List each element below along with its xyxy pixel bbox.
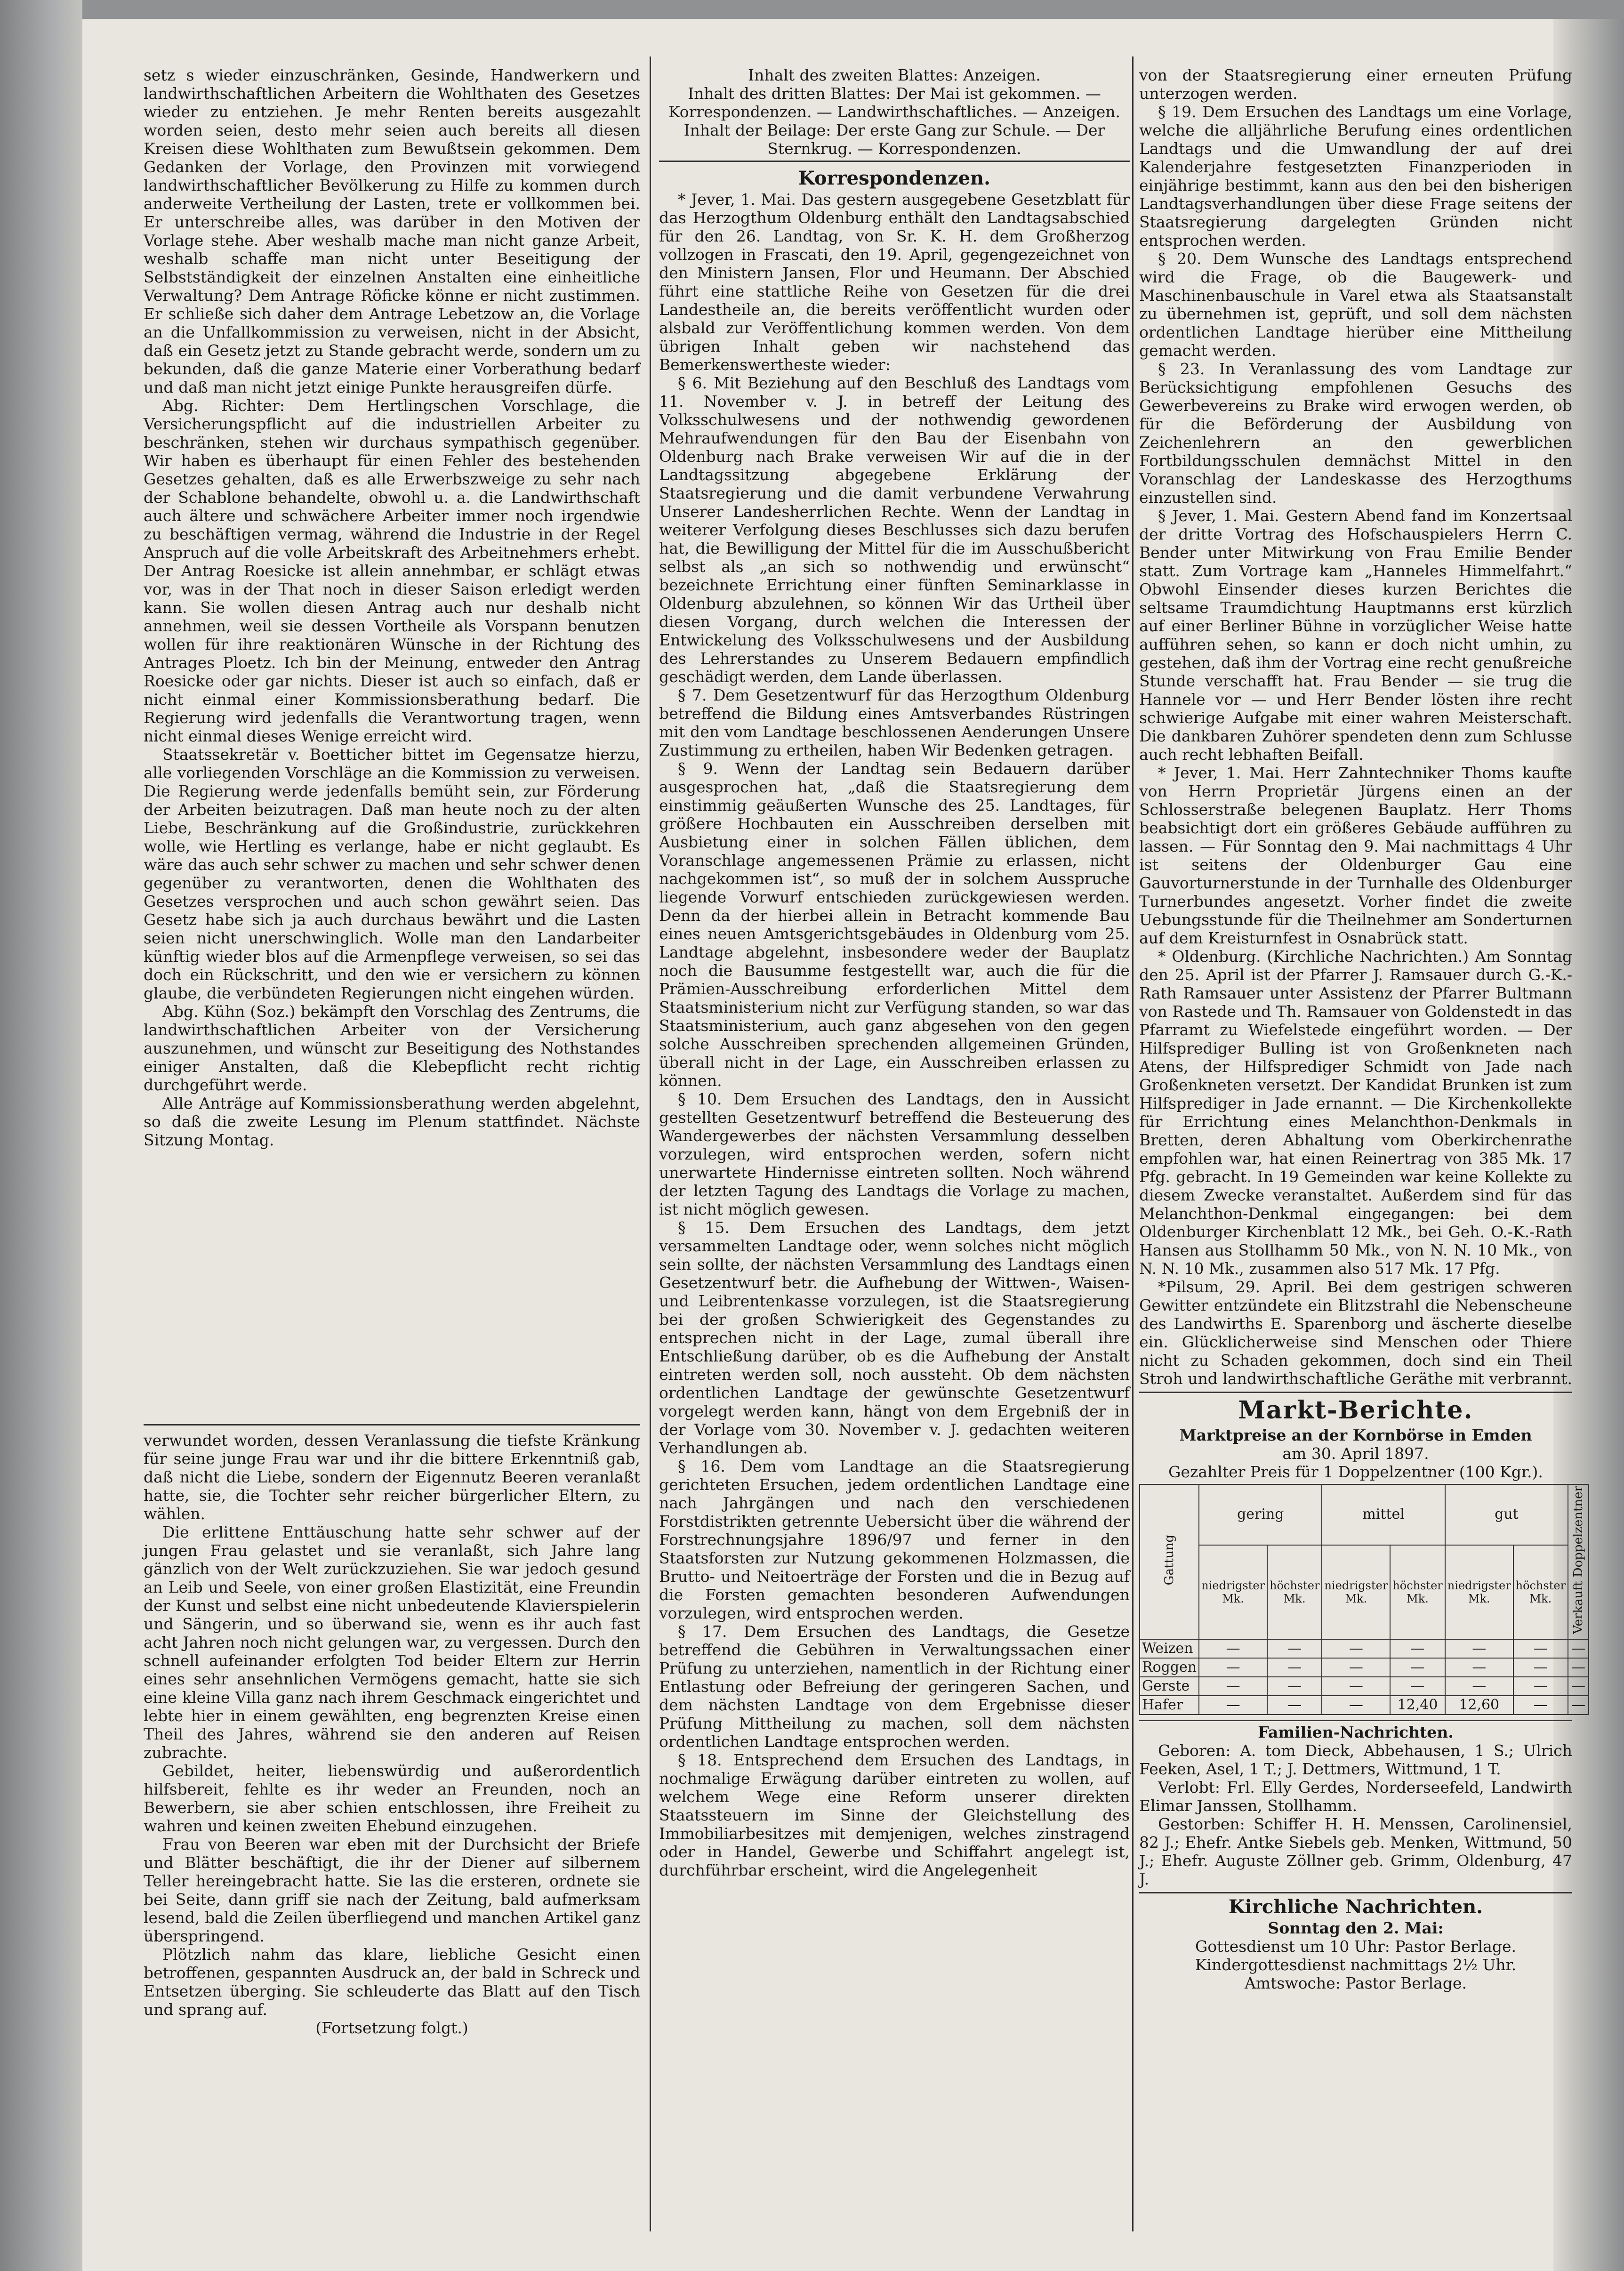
- contents-line: Inhalt des dritten Blattes: Der Mai ist gekommen. — Korrespondenzen. — Landwirthschaftliches. — Anzeigen.: [668, 84, 1121, 121]
- paragraph: setz s wieder einzuschränken, Gesinde, Handwerkern und landwirthschaftlichen Arbeitern die Wohlthaten des Gesetzes wieder zu entziehen. Je mehr Renten bereits ausgezahlt worden seien, desto mehr seien auch bereits all diesen Kreisen diese Wohlthaten zum Bewußtsein gekommen. Dem Gedanken der Vorlage, den Provinzen mit vorwiegend landwirthschaftlicher Bevölkerung zu Hilfe zu kommen durch anderweite Vertheilung der Lasten, trete er vollkommen bei. Er unterschreibe alles, was darüber in den Motiven der Vorlage stehe. Aber weshalb mache man nicht ganze Arbeit, weshalb schaffe man nicht unter Beseitigung der Selbstständigkeit der einzelnen Anstalten eine einheitliche Verwaltung? Dem Antrage Röficke könne er nicht zustimmen. Er schließe sich daher dem Antrage Lebetzow an, die Vorlage an die Unfallkommission zu verweisen, nicht in der Absicht, daß ein Gesetz jetzt zu Stande gebracht werde, sondern um zu bekunden, daß die ganze Materie einer Vorberathung bedarf und daß man nicht jetzt einige Punkte herausgreifen dürfe.: [144, 66, 640, 396]
- paragraph: § 6. Mit Beziehung auf den Beschluß des Landtags vom 11. November v. J. in betreff der Leitung des Volksschulwesens und der nothwendig gewordenen Mehraufwendungen für den Bau der Eisenbahn von Oldenburg nach Brake verweisen Wir auf die in der Landtagssitzung abgegebene Erklärung der Staatsregierung und die damit verbundene Verwahrung Unserer Landesherrlichen Rechte. Wenn der Landtag in weiterer Verfolgung dieses Beschlusses sich dazu berufen hat, die Bewilligung der Mittel für die im Ausschußbericht selbst als „an sich so nothwendig und erwünscht“ bezeichnete Errichtung einer fünften Seminarklasse in Oldenburg abzulehnen, so können Wir das Urtheil über diesen Vorgang, durch welchen die Interessen der Entwickelung des Volksschulwesens und der Ausbildung des Lehrerstandes zu Unserem Bedauern empfindlich geschädigt werden, dem Lande überlassen.: [659, 374, 1130, 686]
- family-notices: [1139, 1720, 1572, 1888]
- market-date: am 30. April 1897.: [1282, 1444, 1429, 1463]
- family-line: Gestorben: Schiffer H. H. Menssen, Carolinensiel, 82 J.; Ehefr. Antke Siebels geb. Menken, Wittmund, 50 J.; Ehefr. Auguste Zöllner geb. Grimm, Oldenburg, 47 J.: [1139, 1814, 1572, 1888]
- column-1-article: [144, 66, 640, 1149]
- table-subheader: niedrigster Mk.: [1199, 1545, 1267, 1639]
- column-2-correspondence: [659, 66, 1130, 1879]
- market-subheading: Marktpreise an der Kornbörse in Emden: [1179, 1426, 1532, 1444]
- table-row: Gerste — — — — — — —: [1140, 1677, 1589, 1696]
- paragraph: § 19. Dem Ersuchen des Landtags um eine Vorlage, welche die alljährliche Berufung eines ordentlichen Landtags und die Umwandlung der auf drei Kalenderjahre festgesetzten Finanzperioden in einjährige bestimmt, kann aus den bei den bisherigen Landtagsverhandlungen über diese Frage seitens der Staatsregierung dargelegten Gründen nicht entsprochen werden.: [1139, 103, 1572, 250]
- church-heading: Kirchliche Nachrichten.: [1228, 1895, 1483, 1918]
- table-row: Weizen — — — — — — —: [1140, 1639, 1589, 1658]
- paragraph: Abg. Richter: Dem Hertlingschen Vorschlage, die Versicherungspflicht auf die industriellen Arbeiter zu beschränken, stehen wir durchaus sympathisch gegenüber. Wir haben es überhaupt für einen Fehler des bestehenden Gesetzes gehalten, daß es alle Erwerbszweige zu sehr nach der Schablone behandelte, obwohl u. a. die Landwirthschaft auch ältere und schwächere Arbeiter immer noch irgendwie zu beschäftigen vermag, während die Industrie in der Regel Anspruch auf die volle Arbeitskraft des Arbeitnehmers erhebt. Der Antrag Roesicke ist allein annehmbar, er schlägt etwas vor, was in der That noch in dieser Saison erledigt werden kann. Sie wollen diesen Antrag auch nur deshalb nicht annehmen, weil sie dessen Vortheile als Vorspann benutzen wollen für ihre reaktionären Wünsche in der Richtung des Antrages Ploetz. Ich bin der Meinung, entweder den Antrag Roesicke oder gar nichts. Dieser ist auch so einfach, daß er nicht einmal einer Kommissionsberathung bedarf. Die Regierung wird jedenfalls die Verantwortung tragen, wenn nicht einmal dieses Wenige erreicht wird.: [144, 396, 640, 745]
- paragraph: Plötzlich nahm das klare, liebliche Gesicht einen betroffenen, gespannten Ausdruck an, der bald in Schreck und Entsetzen überging. Sie schleuderte das Blatt auf den Tisch und sprang auf.: [144, 1945, 640, 2019]
- paragraph: § 23. In Veranlassung des vom Landtage zur Berücksichtigung empfohlenen Gesuchs des Gewerbevereins zu Brake wird erwogen werden, ob für die Beförderung der Ausbildung von Zeichenlehrern an den gewerblichen Fortbildungsschulen demnächst Mittel in den Voranschlag der Landeskasse des Herzogthums einzustellen sind.: [1139, 360, 1572, 507]
- contents-box: [659, 66, 1130, 162]
- table-header: Verkauft Doppelzentner: [1568, 1484, 1589, 1639]
- paragraph: von der Staatsregierung einer erneuten Prüfung unterzogen werden.: [1139, 66, 1572, 103]
- paragraph: Alle Anträge auf Kommissionsberathung werden abgelehnt, so daß die zweite Lesung im Plenum stattfindet. Nächste Sitzung Montag.: [144, 1094, 640, 1149]
- table-header: Gattung: [1140, 1484, 1199, 1639]
- serial-novel: [144, 1431, 640, 2037]
- paragraph: § 16. Dem vom Landtage an die Staatsregierung gerichteten Ersuchen, jedem ordentlichen Landtage eine nach Jahrgängen und nach den verschiedenen Forstdistrikten getrennte Uebersicht über die während der Forstrechnungsjahre 1896/97 und ferner in den Staatsforsten zur Nutzung gekommenen Holzmassen, die Brutto- und Neitoerträge der Forsten und die in Bezug auf die Forsten gemachten besonderen Aufwendungen vorzulegen, wird entsprochen werden.: [659, 1457, 1130, 1622]
- table-row: Hafer — — — 12,40 12,60 — —: [1140, 1696, 1589, 1715]
- market-report: [1139, 1392, 1586, 1715]
- family-line: Verlobt: Frl. Elly Gerdes, Norderseefeld, Landwirth Elimar Janssen, Stollhamm.: [1139, 1778, 1572, 1815]
- contents-line: Inhalt der Beilage: Der erste Gang zur Schule. — Der Sternkrug. — Korrespondenzen.: [683, 121, 1105, 158]
- paragraph: § Jever, 1. Mai. Gestern Abend fand im Konzertsaal der dritte Vortrag des Hofschauspielers Herrn C. Bender unter Mitwirkung von Frau Emilie Bender statt. Zum Vortrage kam „Hanneles Himmelfahrt.“ Obwohl Einsender dieses kurzen Berichtes die seltsame Traumdichtung Hauptmanns erst kürzlich auf einer Berliner Bühne in vorzüglicher Weise hatte aufführen sehen, so kann er doch nicht umhin, zu gestehen, daß ihm der Vortrag eine recht genußreiche Stunde verschafft hat. Frau Bender — sie trug die Hannele vor — und Herr Bender lösten ihre recht schwierige Aufgabe mit einer wahren Meisterschaft. Die dankbaren Zuhörer spendeten denn zum Schlusse auch recht lebhaften Beifall.: [1139, 507, 1572, 764]
- column-rule-1: [650, 56, 651, 2231]
- column-rule-2: [1132, 56, 1134, 2231]
- paragraph: Frau von Beeren war eben mit der Durchsicht der Briefe und Blätter beschäftigt, die ihr der Diener auf silbernem Teller hereingebracht hatte. Sie las die ersteren, ordnete sie bei Seite, dann griff sie nach der Zeitung, bald aufmerksam lesend, bald die Zeilen überfliegend und manchen Artikel ganz überspringend.: [144, 1835, 640, 1945]
- book-spine-edge: [0, 0, 82, 2271]
- paragraph: § 20. Dem Wunsche des Landtags entsprechend wird die Frage, ob die Baugewerk- und Maschinenbauschule in Varel etwa als Staatsanstalt zu übernehmen ist, geprüft, und soll dem nächsten ordentlichen Landtage hierüber eine Mittheilung gemacht werden.: [1139, 250, 1572, 360]
- table-row: Roggen — — — — — — —: [1140, 1658, 1589, 1677]
- market-price-table: [1139, 1484, 1589, 1715]
- family-heading: Familien-Nachrichten.: [1258, 1723, 1454, 1741]
- table-subheader: höchster Mk.: [1513, 1545, 1568, 1639]
- contents-line: Inhalt des zweiten Blattes: Anzeigen.: [748, 66, 1041, 84]
- paragraph: * Oldenburg. (Kirchliche Nachrichten.) Am Sonntag den 25. April ist der Pfarrer J. Ramsauer durch G.-K.-Rath Ramsauer unter Assistenz der Pfarrer Bultmann von Rastede und Th. Ramsauer von Goldenstedt in das Pfarramt zu Wiefelstede eingeführt worden. — Der Hilfsprediger Bulling ist von Großenkneten nach Atens, der Hilfsprediger Schmidt von Jade nach Großenkneten versetzt. Der Kandidat Brunken ist zum Hilfsprediger in Jade ernannt. — Die Kirchenkollekte für Errichtung eines Melanchthon-Denkmals in Bretten, deren Abhaltung vom Oberkirchenrathe empfohlen war, hat einen Reinertrag von 385 Mk. 17 Pfg. gebracht. In 19 Gemeinden war keine Kollekte zu diesem Zwecke veranstaltet. Außerdem sind für das Melanchthon-Denkmal eingegangen: bei dem Oldenburger Kirchenblatt 12 Mk., bei Geh. O.-K.-Rath Hansen aus Stollhamm 50 Mk., von N. N. 10 Mk., von N. N. 10 Mk., zusammen also 517 Mk. 17 Pfg.: [1139, 947, 1572, 1278]
- paragraph: § 7. Dem Gesetzentwurf für das Herzogthum Oldenburg betreffend die Bildung eines Amtsverbandes Rüstringen mit den vom Landtage beschlossenen Aenderungen Unsere Zustimmung zu ertheilen, haben Wir Bedenken getragen.: [659, 686, 1130, 759]
- table-header: gering: [1199, 1484, 1322, 1545]
- paragraph: § 15. Dem Ersuchen des Landtags, dem jetzt versammelten Landtage oder, wenn solches nicht möglich sein sollte, der nächsten Versammlung des Landtags einen Gesetzentwurf betr. die Aufhebung der Wittwen-, Waisen- und Leibrentenkasse vorzulegen, ist die Staatsregierung bei der großen Schwierigkeit des Gegenstandes zu entsprechen nicht in der Lage, zumal überall ihre Entschließung darüber, ob es die Aufhebung der Anstalt eintreten werden soll, noch aussteht. Ob dem nächsten ordentlichen Landtage der gewünschte Gesetzentwurf vorgelegt werden kann, hängt von dem Ergebniß der in der Vorlage vom 30. November v. J. gedachten weiteren Verhandlungen ab.: [659, 1218, 1130, 1457]
- paragraph: Abg. Kühn (Soz.) bekämpft den Vorschlag des Zentrums, die landwirthschaftlichen Arbeiter von der Versicherung auszunehmen, und wünscht zur Beseitigung des Nothstandes einiger Anstalten, daß die Klebepflicht recht richtig durchgeführt werde.: [144, 1002, 640, 1094]
- market-heading: Markt-Berichte.: [1238, 1396, 1473, 1425]
- table-subheader: niedrigster Mk.: [1322, 1545, 1390, 1639]
- family-line: Geboren: A. tom Dieck, Abbehausen, 1 S.; Ulrich Feeken, Asel, 1 T.; J. Dettmers, Wittmund, 1 T.: [1139, 1741, 1572, 1778]
- table-header: mittel: [1322, 1484, 1445, 1545]
- column-3-news: [1139, 66, 1586, 1992]
- paragraph: verwundet worden, dessen Veranlassung die tiefste Kränkung für seine junge Frau war und ihr die bittere Erkenntniß gab, daß nicht die Liebe, sondern der Eigennutz Beeren veranlaßt hatte, sie, die Tochter sehr reicher bürgerlicher Eltern, zu wählen.: [144, 1431, 640, 1523]
- paragraph: * Jever, 1. Mai. Herr Zahntechniker Thoms kaufte von Herrn Proprietär Jürgens einen an der Schlosserstraße belegenen Bauplatz. Herr Thoms beabsichtigt dort ein größeres Gebäude aufführen zu lassen. — Für Sonntag den 9. Mai nachmittags 4 Uhr ist seitens der Oldenburger Gau eine Gauvorturnerstunde in der Turnhalle des Oldenburger Turnerbundes angesetzt. Vorher findet die zweite Uebungsstunde für die Theilnehmer am Sonderturnen auf dem Kreisturnfest in Osnabrück statt.: [1139, 764, 1572, 947]
- table-subheader: höchster Mk.: [1390, 1545, 1445, 1639]
- paragraph: § 18. Entsprechend dem Ersuchen des Landtags, in nochmalige Erwägung darüber eintreten zu wollen, auf welchem Wege eine Reform unserer direkten Staatssteuern im Sinne der Gleichstellung des Immobiliarbesitzes mit demjenigen, welches zinstragend oder in Handel, Gewerbe und Schiffahrt angelegt ist, durchführbar erscheint, wird die Angelegenheit: [659, 1751, 1130, 1879]
- continued-note: (Fortsetzung folgt.): [315, 2019, 468, 2037]
- paragraph: Gebildet, heiter, liebenswürdig und außerordentlich hilfsbereit, fehlte es ihr weder an Freunden, noch an Bewerbern, sie aber schien entschlossen, ihre Freiheit zu wahren und keinen zweiten Ehebund einzugehen.: [144, 1762, 640, 1835]
- paragraph: § 17. Dem Ersuchen des Landtags, die Gesetze betreffend die Gebühren in Verwaltungssachen einer Prüfung zu unterziehen, namentlich in der Richtung einer Entlastung oder Befreiung der geringeren Sachen, und dem nächsten Landtage von dem Ergebnisse dieser Prüfung Mittheilung zu machen, soll dem nächsten ordentlichen Landtage entsprochen werden.: [659, 1622, 1130, 1751]
- church-notices: [1139, 1892, 1572, 1992]
- paragraph: Staatssekretär v. Boetticher bittet im Gegensatze hierzu, alle vorliegenden Vorschläge an die Kommission zu verweisen. Die Regierung werde jedenfalls bemüht sein, zur Förderung der Arbeiten beizutragen. Daß man heute noch zu der alten Liebe, Beschränkung auf die Großindustrie, zurückkehren wolle, wie Hertling es verlange, habe er nicht geglaubt. Es wäre das auch sehr schwer zu machen und sehr schwer denen gegenüber zu verantworten, denen die Wohlthaten des Gesetzes versprochen und auch schon gewährt seien. Das Gesetz habe sich ja auch durchaus bewährt und die Lasten seien nicht unerschwinglich. Wolle man den Landarbeiter künftig wieder blos auf die Armenpflege verweisen, so sei das doch ein Rückschritt, und den wie er versichern zu können glaube, die verbündeten Regierungen nicht eingehen würden.: [144, 745, 640, 1002]
- church-sunday: Sonntag den 2. Mai:: [1268, 1918, 1444, 1937]
- church-line: Amtswoche: Pastor Berlage.: [1245, 1973, 1467, 1992]
- paragraph: *Pilsum, 29. April. Bei dem gestrigen schweren Gewitter entzündete ein Blitzstrahl die Nebenscheune des Landwirths E. Sparenborg und äscherte dieselbe ein. Glücklicherweise sind Menschen oder Thiere nicht zu Schaden gekommen, doch sind ein Theil Stroh und landwirthschaftliche Geräthe mit verbrannt.: [1139, 1278, 1573, 1388]
- table-subheader: höchster Mk.: [1267, 1545, 1322, 1639]
- paragraph: § 10. Dem Ersuchen des Landtags, den in Aussicht gestellten Gesetzentwurf betreffend die Besteuerung des Wandergewerbes der nächsten Versammlung desselben vorzulegen, wird entsprochen werden, sofern nicht unerwartete Hindernisse eintreten sollten. Noch während der letzten Tagung des Landtags die Vorlage zu machen, ist nicht möglich gewesen.: [659, 1090, 1130, 1218]
- table-subheader: niedrigster Mk.: [1445, 1545, 1513, 1639]
- church-line: Gottesdienst um 10 Uhr: Pastor Berlage.: [1195, 1937, 1516, 1956]
- serial-separator-rule: [144, 1424, 640, 1425]
- church-line: Kindergottesdienst nachmittags 2½ Uhr.: [1195, 1955, 1517, 1974]
- market-note: Gezahlter Preis für 1 Doppelzentner (100 Kgr.).: [1168, 1463, 1543, 1481]
- paragraph: § 9. Wenn der Landtag sein Bedauern darüber ausgesprochen hat, „daß die Staatsregierung dem einstimmig geäußerten Wunsche des 25. Landtages, für größere Hochbauten ein Ausschreiben derselben mit Ausbietung einer in solchen Fällen üblichen, dem Voranschlage angemessenen Prämie zu erlassen, nicht nachgekommen ist“, so muß der in solchem Ausspruche liegende Vorwurf entschieden zurückgewiesen werden. Denn da der hierbei allein in Betracht kommende Bau eines neuen Amtsgerichtsgebäudes in Oldenburg vom 25. Landtage abgelehnt, insbesondere weder der Bauplatz noch die Bausumme festgestellt war, auch die für die Prämien-Ausschreibung erforderlichen Mittel dem Staatsministerium nicht zur Verfügung standen, so war das Staatsministerium, auch ganz abgesehen von den gegen solche Ausschreiben sprechenden allgemeinen Gründen, überall nicht in der Lage, ein Ausschreiben erlassen zu können.: [659, 759, 1130, 1090]
- paragraph: * Jever, 1. Mai. Das gestern ausgegebene Gesetzblatt für das Herzogthum Oldenburg enthält den Landtagsabschied für den 26. Landtag, von Sr. K. H. dem Großherzog vollzogen in Frascati, den 19. April, gegengezeichnet von den Ministern Jansen, Flor und Heumann. Der Abschied führt eine stattliche Reihe von Gesetzen für die drei Landestheile an, die bereits veröffentlicht wurden oder alsbald zur Veröffentlichung kommen werden. Von dem übrigen Inhalt geben wir nachstehend das Bemerkenswertheste wieder:: [659, 190, 1130, 374]
- paragraph: Die erlittene Enttäuschung hatte sehr schwer auf der jungen Frau gelastet und sie veranlaßt, sich Jahre lang gänzlich von der Welt zurückzuziehen. Sie war jedoch gesund an Leib und Seele, von einer großen Elastizität, eine Freundin der Kunst und selbst eine nicht unbedeutende Klavierspielerin und Sängerin, und so überwand sie, wenn es ihr auch fast acht Jahren noch nicht gelungen war, zu vergessen. Durch den schnell aufeinander erfolgten Tod beider Eltern zur Herrin eines sehr ansehnlichen Vermögens gemacht, hatte sie sich eine kleine Villa ganz nach ihrem Geschmack eingerichtet und lebte hier in einem gewählten, eng begrenzten Kreise einen Theil des Jahres, während sie den anderen auf Reisen zubrachte.: [144, 1523, 640, 1762]
- section-heading: Korrespondenzen.: [798, 167, 991, 189]
- table-header: gut: [1445, 1484, 1568, 1545]
